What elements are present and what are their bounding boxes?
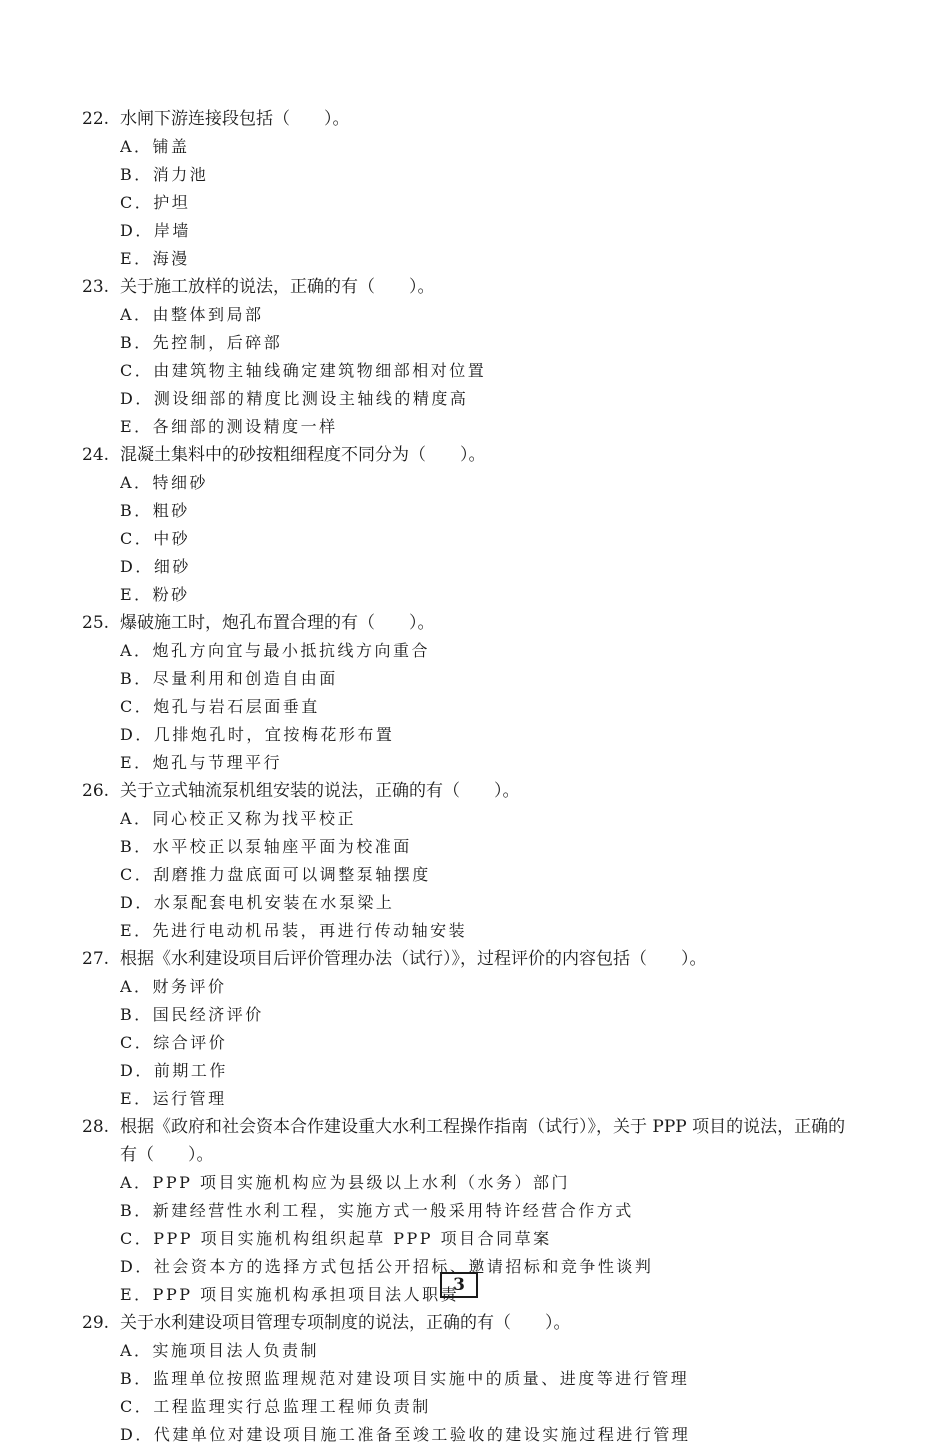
question-text: 关于水利建设项目管理专项制度的说法，正确的有（ ）。	[120, 1313, 571, 1333]
answer-option: B．消力池	[120, 165, 209, 184]
answer-option: B．新建经营性水利工程，实施方式一般采用特许经营合作方式	[120, 1201, 634, 1220]
answer-option: A．铺盖	[120, 137, 190, 156]
answer-option: D．社会资本方的选择方式包括公开招标、邀请招标和竞争性谈判	[120, 1257, 654, 1276]
answer-option: D．测设细部的精度比测设主轴线的精度高	[120, 389, 469, 408]
answer-option: A．同心校正又称为找平校正	[120, 809, 357, 828]
option-list	[82, 637, 862, 777]
question-stem	[82, 441, 862, 469]
answer-option: E．各细部的测设精度一样	[120, 417, 338, 436]
question-23	[82, 273, 862, 441]
answer-option: C．刮磨推力盘底面可以调整泵轴摆度	[120, 865, 431, 884]
answer-option: E．PPP 项目实施机构承担项目法人职责	[120, 1285, 460, 1304]
answer-option: B．国民经济评价	[120, 1005, 264, 1024]
question-text: 根据《水利建设项目后评价管理办法（试行）》，过程评价的内容包括（ ）。	[120, 949, 707, 969]
option-list	[82, 1337, 862, 1449]
answer-option: D．几排炮孔时，宜按梅花形布置	[120, 725, 395, 744]
question-text: 关于立式轴流泵机组安装的说法，正确的有（ ）。	[120, 781, 520, 801]
answer-option: C．护坦	[120, 193, 191, 212]
answer-option: E．海漫	[120, 249, 190, 268]
question-27	[82, 945, 862, 1113]
answer-option: A．特细砂	[120, 473, 209, 492]
question-text: 关于施工放样的说法，正确的有（ ）。	[120, 277, 435, 297]
question-number: 23.	[82, 277, 110, 297]
answer-option: A．炮孔方向宜与最小抵抗线方向重合	[120, 641, 431, 660]
question-stem	[82, 273, 862, 301]
option-list	[82, 805, 862, 945]
question-number: 27.	[82, 949, 110, 969]
answer-option: C．中砂	[120, 529, 191, 548]
question-24	[82, 441, 862, 609]
question-text: 根据《政府和社会资本合作建设重大水利工程操作指南（试行）》，关于 PPP 项目的说法，正确的有（ ）。	[120, 1117, 846, 1165]
question-stem	[82, 105, 862, 133]
answer-option: B．先控制，后碎部	[120, 333, 283, 352]
question-text: 混凝土集料中的砂按粗细程度不同分为（ ）。	[120, 445, 486, 465]
answer-option: D．前期工作	[120, 1061, 228, 1080]
question-number: 24.	[82, 445, 110, 465]
answer-option: C．PPP 项目实施机构组织起草 PPP 项目合同草案	[120, 1229, 552, 1248]
question-number: 25.	[82, 613, 110, 633]
question-25	[82, 609, 862, 777]
answer-option: C．工程监理实行总监理工程师负责制	[120, 1397, 431, 1416]
option-list	[82, 133, 862, 273]
answer-option: D．细砂	[120, 557, 191, 576]
question-text: 水闸下游连接段包括（ ）。	[120, 109, 350, 129]
question-22	[82, 105, 862, 273]
option-list	[82, 301, 862, 441]
question-stem	[82, 609, 862, 637]
question-text: 爆破施工时，炮孔布置合理的有（ ）。	[120, 613, 435, 633]
answer-option: C．综合评价	[120, 1033, 228, 1052]
answer-option: E．粉砂	[120, 585, 190, 604]
answer-option: A．实施项目法人负责制	[120, 1341, 320, 1360]
option-list	[82, 469, 862, 609]
question-29	[82, 1309, 862, 1449]
question-number: 22.	[82, 109, 110, 129]
question-number: 26.	[82, 781, 110, 801]
question-stem	[82, 1309, 862, 1337]
answer-option: C．由建筑物主轴线确定建筑物细部相对位置	[120, 361, 487, 380]
question-stem	[82, 1113, 862, 1169]
question-26	[82, 777, 862, 945]
answer-option: D．代建单位对建设项目施工准备至竣工验收的建设实施过程进行管理	[120, 1425, 691, 1444]
answer-option: C．炮孔与岩石层面垂直	[120, 697, 320, 716]
question-stem	[82, 945, 862, 973]
answer-option: D．水泵配套电机安装在水泵梁上	[120, 893, 395, 912]
question-number: 28.	[82, 1117, 110, 1137]
answer-option: D．岸墙	[120, 221, 191, 240]
question-number: 29.	[82, 1313, 110, 1333]
question-stem	[82, 777, 862, 805]
option-list	[82, 973, 862, 1113]
answer-option: A．由整体到局部	[120, 305, 264, 324]
answer-option: A．财务评价	[120, 977, 227, 996]
question-list	[82, 105, 862, 1449]
page-number: 3	[440, 1272, 478, 1298]
answer-option: A．PPP 项目实施机构应为县级以上水利（水务）部门	[120, 1173, 570, 1192]
answer-option: E．运行管理	[120, 1089, 227, 1108]
answer-option: B．监理单位按照监理规范对建设项目实施中的质量、进度等进行管理	[120, 1369, 690, 1388]
answer-option: B．尽量利用和创造自由面	[120, 669, 338, 688]
answer-option: B．粗砂	[120, 501, 190, 520]
answer-option: E．先进行电动机吊装，再进行传动轴安装	[120, 921, 468, 940]
answer-option: B．水平校正以泵轴座平面为校准面	[120, 837, 412, 856]
answer-option: E．炮孔与节理平行	[120, 753, 283, 772]
